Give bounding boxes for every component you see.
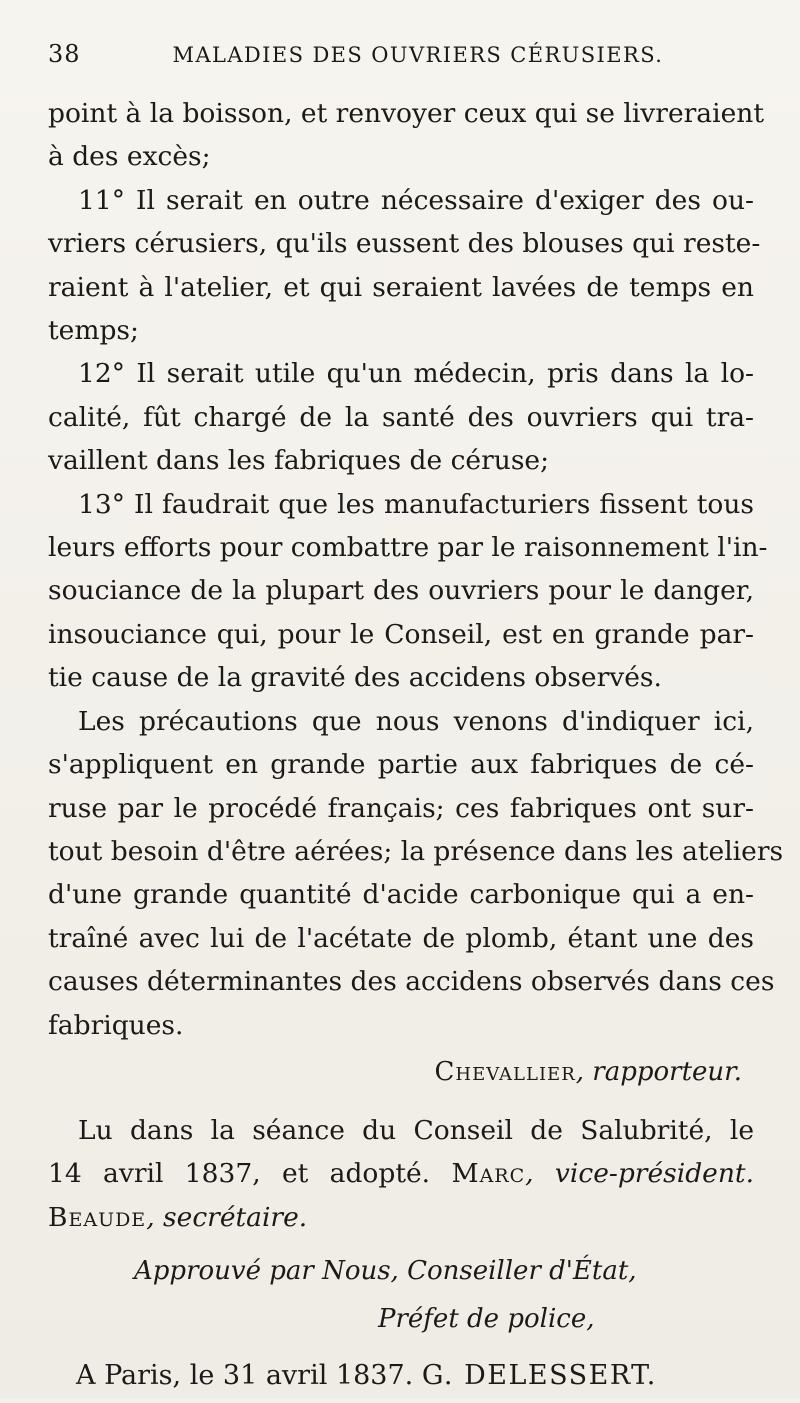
text-line: d'une grande quantité d'acide carbonique qui a en- bbox=[48, 879, 754, 911]
text-line: Les précautions que nous venons d'indiquer ici, bbox=[78, 705, 754, 737]
text-line: temps; bbox=[48, 315, 139, 347]
text-line: à des excès; bbox=[48, 141, 211, 173]
final-signature bbox=[48, 1349, 754, 1403]
text-line: souciance de la plupart des ouvriers pour le danger, bbox=[48, 575, 754, 607]
text-line: tout besoin d'être aérées; la présence dans les ateliers bbox=[48, 835, 784, 867]
approval-line: Approuvé par Nous, Conseiller d'État, bbox=[134, 1256, 637, 1287]
adoption-date: 14 avril 1837, et adopté. bbox=[48, 1158, 452, 1190]
approval-line: Préfet de police, bbox=[378, 1304, 595, 1335]
adoption-line-3 bbox=[48, 1196, 754, 1239]
text-line: raient à l'atelier, et qui seraient lavées de temps en bbox=[48, 271, 754, 303]
secretary-name: Beaude bbox=[48, 1201, 147, 1233]
text-line: tie cause de la gravité des accidens observés. bbox=[48, 662, 662, 694]
body-text bbox=[48, 92, 784, 1047]
text-line: leurs efforts pour combattre par le raisonnement l'in- bbox=[48, 532, 768, 564]
text-line: traîné avec lui de l'acétate de plomb, étant une des bbox=[48, 922, 754, 954]
text-line: fabriques. bbox=[48, 1009, 184, 1041]
page-number: 38 bbox=[48, 40, 81, 68]
text-line: 12° Il serait utile qu'un médecin, pris dans la lo- bbox=[78, 358, 754, 390]
text-line: point à la boisson, et renvoyer ceux qui se livreraient bbox=[48, 98, 764, 129]
rapporteur-role: , rapporteur. bbox=[575, 1056, 742, 1087]
text-line: insouciance qui, pour le Conseil, est en grande par- bbox=[48, 618, 754, 650]
adoption-note bbox=[48, 1109, 754, 1239]
prefect-name: G. DELESSERT. bbox=[421, 1360, 657, 1392]
text-line: calité, fût chargé de la santé des ouvriers qui tra- bbox=[48, 401, 754, 433]
text-line: vaillent dans les fabriques de céruse; bbox=[48, 445, 550, 477]
text-line: vriers cérusiers, qu'ils eussent des blouses qui reste- bbox=[48, 228, 761, 260]
rapporteur-signature bbox=[48, 1047, 754, 1097]
place-date: A Paris, le 31 avril 1837. bbox=[76, 1360, 422, 1392]
text-line: 11° Il serait en outre nécessaire d'exiger des ou- bbox=[78, 184, 754, 216]
vice-president-role: , vice-président. bbox=[525, 1158, 755, 1190]
adoption-line: Lu dans la séance du Conseil de Salubrité, le bbox=[78, 1114, 754, 1146]
secretary-role: , secrétaire. bbox=[146, 1201, 308, 1233]
rapporteur-name: Chevallier bbox=[434, 1056, 576, 1087]
text-line: 13° Il faudrait que les manufacturiers fissent tous bbox=[78, 488, 754, 520]
page-header bbox=[48, 40, 754, 92]
vice-president-name: Marc bbox=[451, 1158, 526, 1190]
adoption-line-2 bbox=[48, 1152, 754, 1195]
approval-block bbox=[48, 1247, 754, 1343]
running-title: MALADIES DES OUVRIERS CÉRUSIERS. bbox=[172, 43, 664, 67]
text-line: ruse par le procédé français; ces fabriques ont sur- bbox=[48, 792, 754, 824]
text-line: causes déterminantes des accidens observés dans ces bbox=[48, 966, 775, 998]
text-line: s'appliquent en grande partie aux fabriques de cé- bbox=[48, 749, 754, 781]
